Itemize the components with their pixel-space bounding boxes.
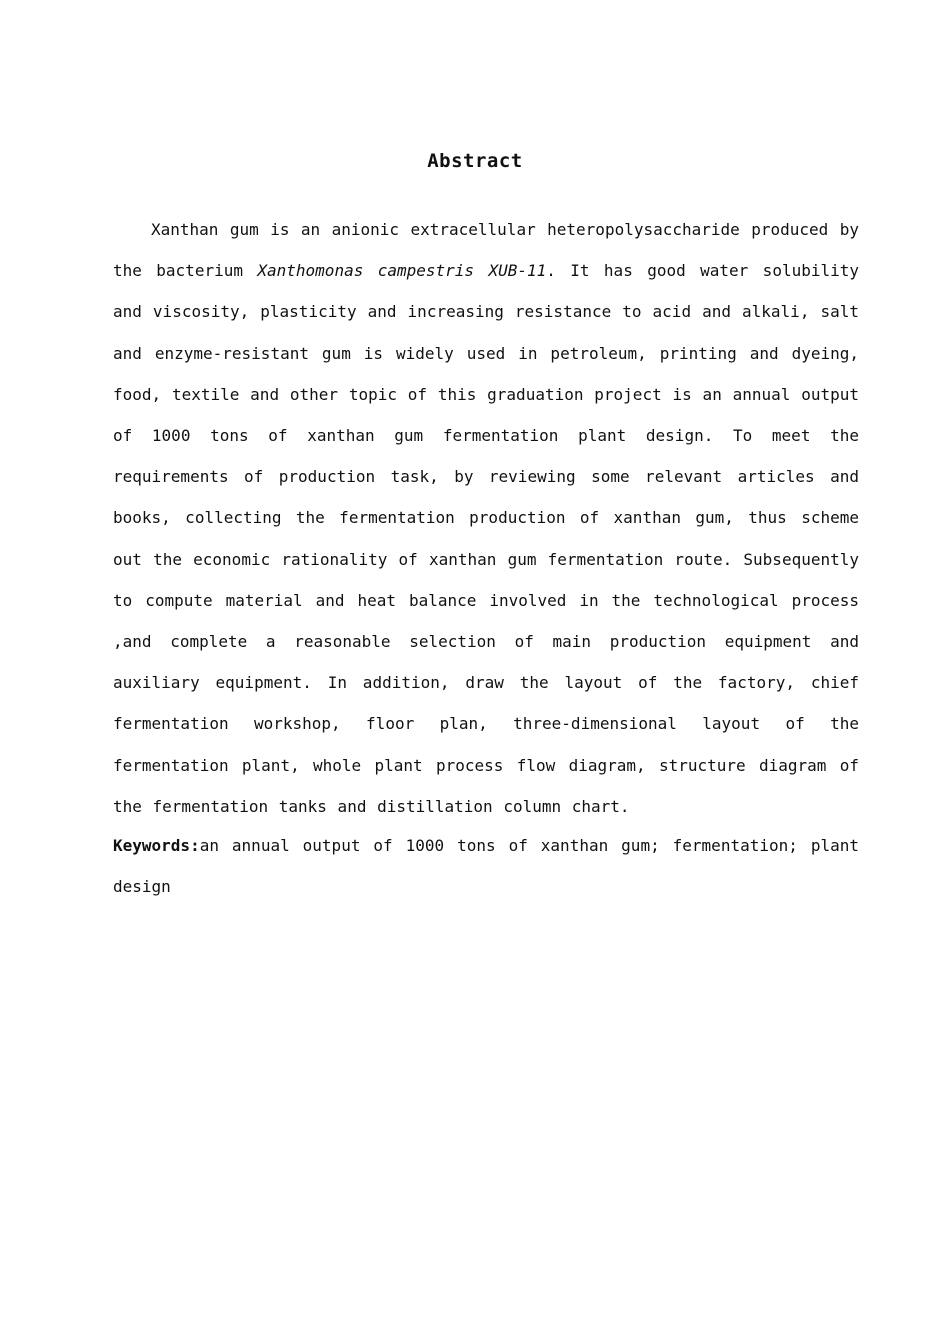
keywords-label: Keywords: (113, 836, 200, 855)
keywords-line (113, 825, 859, 907)
keywords-text: an annual output of 1000 tons of xanthan gum; fermentation; plant design (113, 836, 859, 896)
abstract-text-intro: Xanthan gum is an anionic extracellular heteropolysaccharide produced by the bacterium (113, 220, 859, 281)
species-name: Xanthomonas campestris XUB-11 (257, 261, 547, 281)
abstract-paragraph (113, 209, 859, 827)
page-title: Abstract (427, 150, 523, 172)
abstract-text-main: . It has good water solubility and viscosity, plasticity and increasing resistance to acid and alkali, salt and enzyme-resistant gum is widely used in petroleum, printing and dyeing, food, textile and other topic of this graduation project is an annual output of 1000 tons of xanthan gum fermentation plant design. To meet the requirements of production task, by reviewing some relevant articles and books, collecting the fermentation production of xanthan gum, thus scheme out the economic rationality of xanthan gum fermentation route. Subsequently to compute material and heat balance involved in the technological process ,and complete a reasonable selection of main production equipment and auxiliary equipment. In addition, draw the layout of the factory, chief fermentation workshop, floor plan, three-dimensional layout of the fermentation plant, whole plant process flow diagram, structure diagram of the fermentation tanks and distillation column chart. (113, 261, 860, 816)
